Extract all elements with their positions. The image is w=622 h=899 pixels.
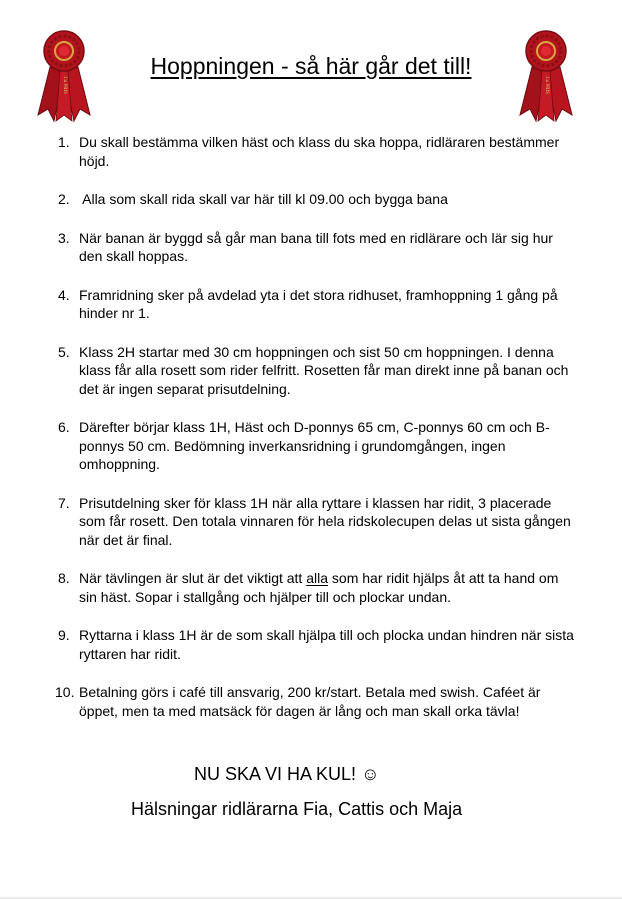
list-item-text: Därefter börjar klass 1H, Häst och D-ponnys 65 cm, C-ponnys 60 cm och B-ponnys 50 cm. Bedömning inverkansridning i grundomgången, ingen omhoppning.	[79, 419, 550, 472]
list-item	[58, 229, 578, 266]
emphasis-alla: alla	[306, 570, 329, 586]
list-item	[55, 683, 578, 720]
list-number: 4.	[58, 286, 70, 303]
list-number: 3.	[58, 229, 70, 246]
list-item-text: Ryttarna i klass 1H är de som skall hjälpa till och plocka undan hindren när sista ryttaren har ridit.	[79, 627, 574, 662]
list-item-text: Betalning görs i café till ansvarig, 200 kr/start. Betala med swish. Caféet är öppet, men ta med matsäck för dagen är lång och man skall orka tävla!	[79, 684, 541, 719]
list-number: 6.	[58, 419, 70, 435]
list-item-text: Prisutdelning sker för klass 1H när alla ryttare i klassen har ridit, 3 placerade som får rosett. Den totala vinnaren för hela ridskolecupen delas ut sista gången när det är final.	[79, 494, 571, 548]
list-item-text-start: När tävlingen är slut är det viktigt att	[79, 570, 307, 586]
list-item-text: Alla som skall rida skall var här till kl 09.00 och bygga bana	[79, 191, 448, 207]
list-number: 2.	[58, 191, 70, 207]
list-item	[58, 190, 578, 209]
list-item	[58, 626, 578, 663]
rosette-label: 1:a PRIS	[544, 76, 549, 94]
list-number: 8.	[58, 570, 70, 586]
list-item-text: Klass 2H startar med 30 cm hoppningen och sist 50 cm hoppningen. I denna klass får alla rosett som rider felfritt. Rosetten får man direkt inne på banan och det är ingen separat prisutdelning.	[79, 343, 569, 397]
list-item	[58, 494, 578, 550]
list-item-text	[79, 570, 562, 605]
list-item-text: Du skall bestämma vilken häst och klass du ska hoppa, ridläraren bestämmer höjd.	[79, 134, 560, 169]
list-item	[58, 418, 578, 474]
rosette-label: 1:a PRIS	[62, 76, 67, 94]
closing-exclamation: NU SKA VI HA KUL! ☺	[194, 764, 380, 784]
list-number: 5.	[58, 343, 70, 360]
list-item-text: När banan är byggd så går man bana till fots med en ridlärare och lär sig hur den skall hoppas.	[79, 229, 553, 264]
list-item-text-end: som har ridit hjälps åt att ta hand om sin häst. Sopar i stallgång och hjälper till och plockar undan.	[79, 570, 563, 605]
list-item	[58, 133, 578, 170]
rosette-ribbon-icon	[516, 27, 576, 123]
list-item-text: Framridning sker på avdelad yta i det stora ridhuset, framhoppning 1 gång på hinder nr 1.	[79, 286, 558, 321]
list-number: 9.	[58, 627, 70, 643]
list-number: 1.	[58, 134, 70, 150]
closing-signature: Hälsningar ridlärarna Fia, Cattis och Maja	[131, 799, 463, 819]
list-item	[58, 343, 578, 399]
rules-list	[55, 133, 578, 720]
list-number: 10.	[55, 684, 75, 700]
list-number: 7.	[58, 494, 70, 511]
list-item	[58, 569, 578, 606]
list-item	[58, 286, 578, 323]
rosette-ribbon-icon	[34, 27, 94, 123]
page-title: Hoppningen - så här går det till!	[150, 53, 472, 79]
